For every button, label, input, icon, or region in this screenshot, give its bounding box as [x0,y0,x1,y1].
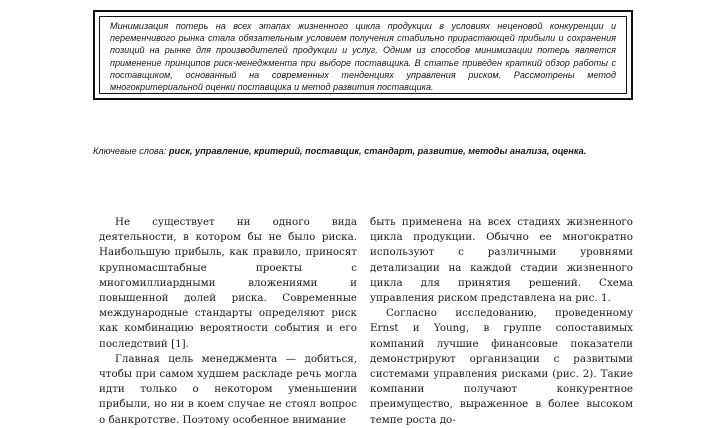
keywords-line [93,145,653,157]
paragraph: Согласно исследованию, проведенному Ernst и Young, в группе сопоставимых компаний лучшие финансовые показатели демонстрируют организации с развитыми системами управления рисками (рис. 2). Такие компании получают конкурентное преимущество, выраженное в более высоком темпе роста до- [370,307,633,426]
abstract-box [93,10,633,100]
paragraph: Не существует ни одного вида деятельности, в котором бы не было риска. Наибольшую прибыль, как правило, приносят крупномасштабные проекты с многомиллиардными вложениями и повышенной долей риска. Современные международные стандарты определяют риск как комбинацию вероятности события и его последствий [1]. [99,216,357,350]
keywords-label: Ключевые слова: [93,146,167,156]
paragraph: Главная цель менеджмента — добиться, чтобы при самом худшем раскладе речь могла идти только о некотором уменьшении прибыли, но ни в коем случае не стоял вопрос о банкротстве. Поэтому особенное внимание [99,352,357,426]
abstract-frame [99,16,627,94]
body-column-right [370,215,633,428]
body-column-left [99,215,357,428]
keywords-values: риск, управление, критерий, поставщик, стандарт, развитие, методы анализа, оценка. [168,146,587,156]
abstract-text: Минимизация потерь на всех этапах жизненного цикла продукции в условиях неценовой конкуренции и переменчивого рынка стала обязательным условием получения стабильно прирастающей прибыли и сохранения позиций на рынке для производителей продукции и услуг. Одним из способов минимизации потерь является применение принципов риск-менеджмента при выборе поставщика. В статье приведен краткий обзор работы с поставщиком, основанный на современных тенденциях управления риском. Рассмотрены метод многокритериальной оценки поставщика и метод развития поставщика. [110,21,616,93]
paragraph: быть применена на всех стадиях жизненного цикла продукции. Обычно ее многократно используют с различными уровнями детализации на каждой стадии жизненного цикла для принятия решений. Схема управления риском представлена на рис. 1. [370,216,633,305]
